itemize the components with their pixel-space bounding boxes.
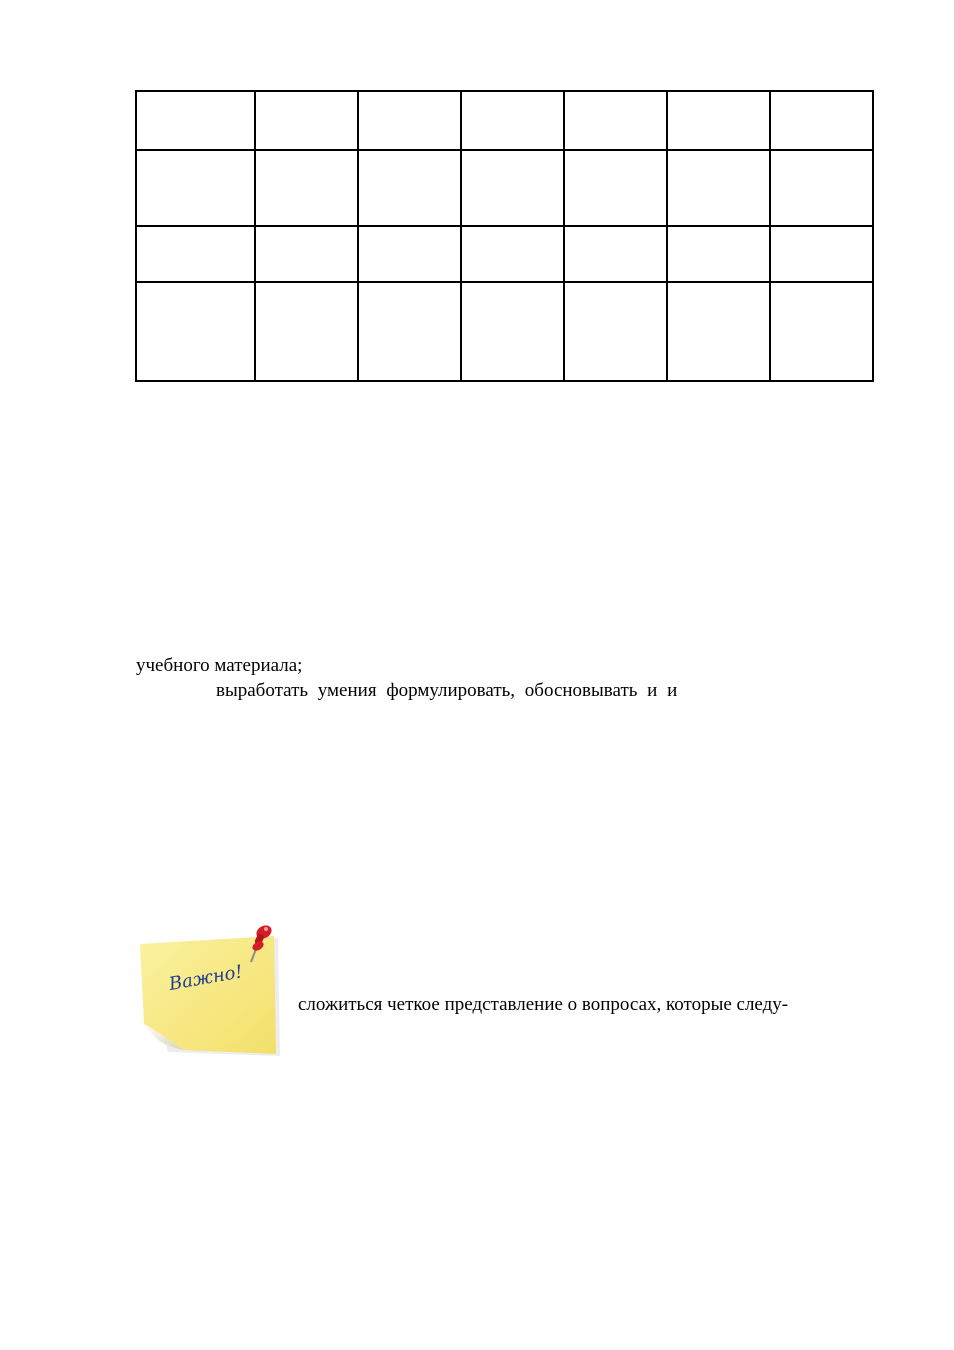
- table-cell: [461, 150, 564, 226]
- table-cell: [255, 91, 358, 150]
- table-cell: [461, 91, 564, 150]
- table-cell: [358, 91, 461, 150]
- table-cell: [770, 226, 873, 282]
- important-sticky-note: [128, 918, 298, 1068]
- table-cell: [564, 91, 667, 150]
- table-cell: [461, 226, 564, 282]
- sticky-note-icon: [128, 918, 298, 1068]
- table-cell: [770, 282, 873, 381]
- table-cell: [136, 282, 255, 381]
- table-cell: [770, 150, 873, 226]
- table-cell: [564, 150, 667, 226]
- table-cell: [136, 226, 255, 282]
- body-text-line-indented: выработать умения формулировать, обосновывать и и: [216, 680, 678, 701]
- table-cell: [564, 226, 667, 282]
- table-cell: [255, 150, 358, 226]
- table-row: [136, 91, 873, 150]
- table-cell: [667, 91, 770, 150]
- table-cell: [358, 282, 461, 381]
- body-text-line: сложиться четкое представление о вопросах, которые следу-: [298, 994, 789, 1015]
- note-label: Важно!: [167, 961, 245, 995]
- body-text-line: учебного материала;: [136, 655, 303, 676]
- table-cell: [461, 282, 564, 381]
- table-cell: [136, 91, 255, 150]
- table-cell: [255, 226, 358, 282]
- table-cell: [667, 282, 770, 381]
- table-row: [136, 226, 873, 282]
- table-cell: [358, 150, 461, 226]
- table-cell: [255, 282, 358, 381]
- empty-grid-table: [135, 90, 874, 382]
- table-cell: [564, 282, 667, 381]
- table-cell: [136, 150, 255, 226]
- table-row: [136, 150, 873, 226]
- table-cell: [667, 150, 770, 226]
- table-row: [136, 282, 873, 381]
- table-cell: [770, 91, 873, 150]
- table-cell: [358, 226, 461, 282]
- table-cell: [667, 226, 770, 282]
